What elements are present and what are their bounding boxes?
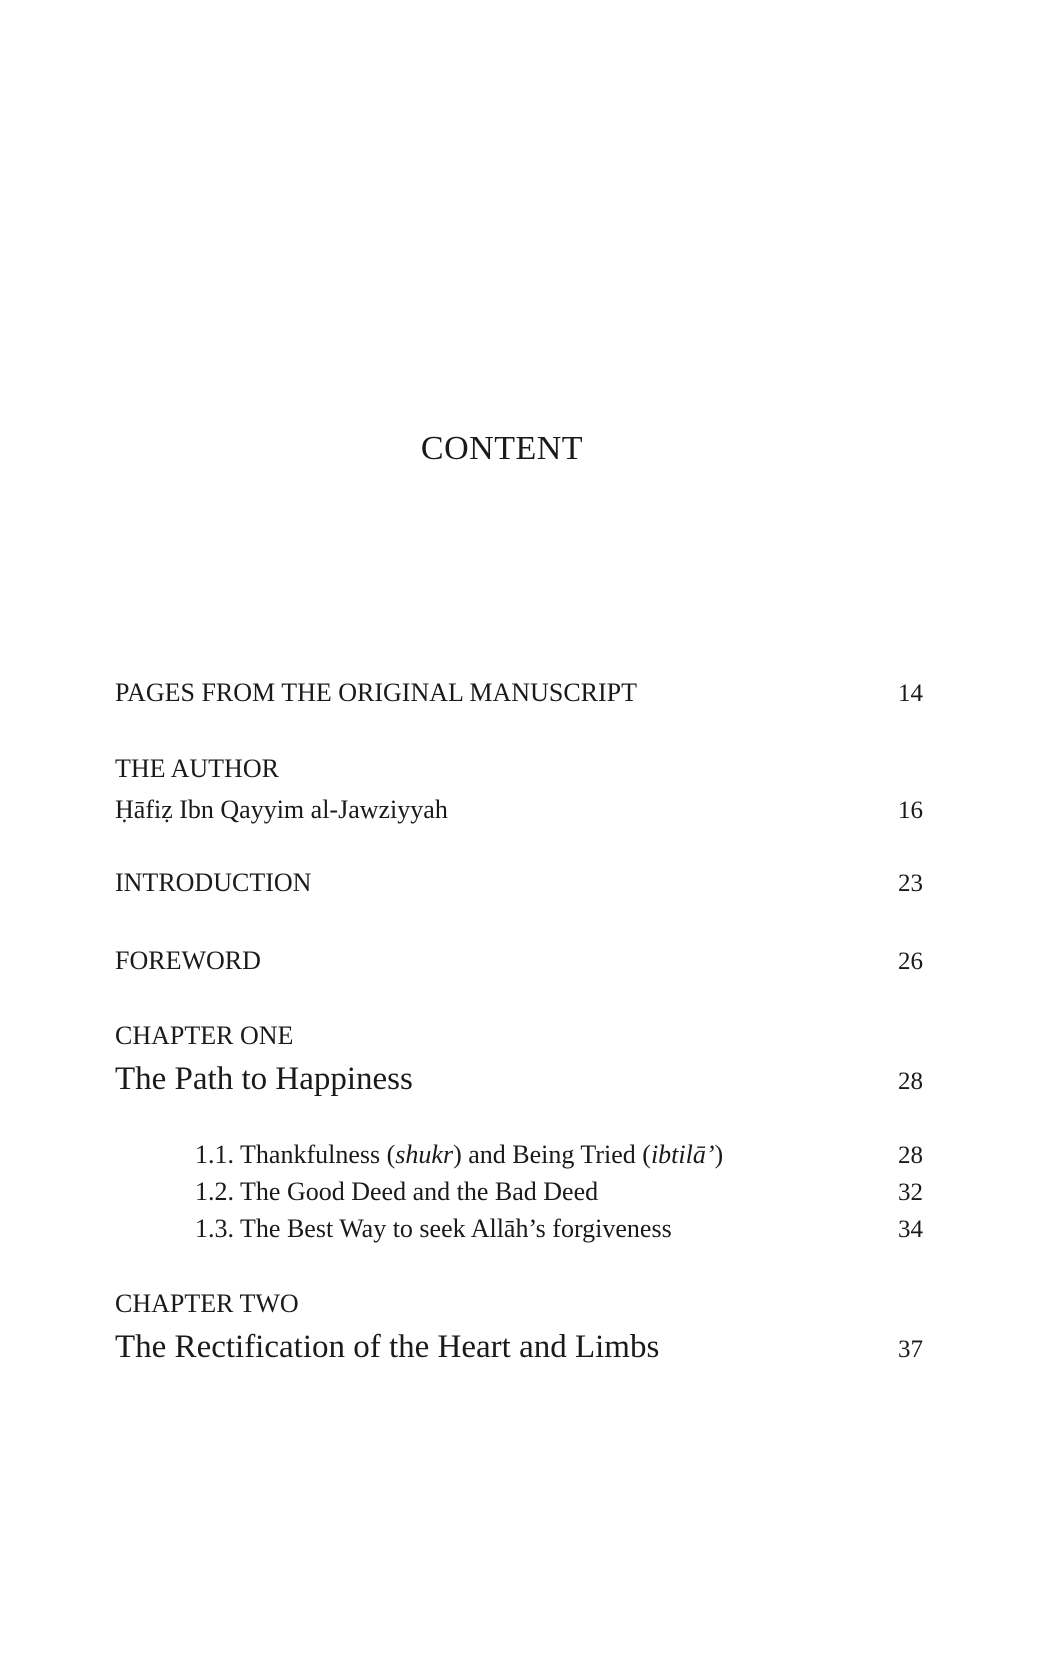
chapter-two-heading — [115, 1291, 925, 1317]
toc-section-1-1[interactable] — [115, 1142, 925, 1168]
section-text: ) — [714, 1140, 724, 1169]
toc-page-number: 23 — [898, 870, 923, 897]
section-text: ) and Being Tried ( — [453, 1140, 651, 1169]
toc-entry-chapter-two[interactable] — [115, 1331, 925, 1364]
toc-page-number: 32 — [898, 1179, 923, 1206]
toc-page-number: 26 — [898, 948, 923, 975]
section-term: ibtilā’ — [650, 1140, 715, 1169]
section-number: 1.1. — [195, 1140, 234, 1169]
section-text: The Good Deed and the Bad Deed — [240, 1177, 599, 1206]
toc-section-label — [115, 1142, 723, 1168]
toc-page-number: 28 — [898, 1068, 923, 1095]
toc-page-number: 34 — [898, 1216, 923, 1243]
toc-entry-author-heading — [115, 756, 925, 782]
toc-page-number: 37 — [898, 1336, 923, 1363]
toc-page-number: 14 — [898, 680, 923, 707]
toc-section-label — [115, 1216, 672, 1242]
toc-entry-manuscript[interactable] — [115, 680, 925, 708]
toc-page-number: 28 — [898, 1142, 923, 1169]
section-number: 1.3. — [195, 1214, 234, 1243]
section-number: 1.2. — [195, 1177, 234, 1206]
section-text: Thankfulness ( — [240, 1140, 396, 1169]
chapter-heading: CHAPTER TWO — [115, 1289, 299, 1318]
section-term: shukr — [395, 1140, 454, 1169]
toc-entry-foreword[interactable] — [115, 948, 925, 976]
toc-section-1-3[interactable] — [115, 1216, 925, 1242]
chapter-title: The Rectification of the Heart and Limbs — [115, 1329, 660, 1365]
chapter-heading: CHAPTER ONE — [115, 1021, 294, 1050]
toc-entry-author[interactable] — [115, 797, 925, 825]
toc-section-label — [115, 1179, 598, 1205]
toc-entry-label: FOREWORD — [115, 946, 261, 975]
toc-section-1-2[interactable] — [115, 1179, 925, 1205]
section-heading: THE AUTHOR — [115, 754, 279, 783]
toc-entry-label: INTRODUCTION — [115, 868, 312, 897]
toc-entry-introduction[interactable] — [115, 870, 925, 898]
section-text: The Best Way to seek Allāh’s forgiveness — [240, 1214, 672, 1243]
toc-entry-chapter-one[interactable] — [115, 1063, 925, 1096]
chapter-one-heading — [115, 1023, 925, 1049]
toc-entry-label: Ḥāfiẓ Ibn Qayyim al-Jawziyyah — [115, 795, 448, 824]
chapter-title: The Path to Happiness — [115, 1061, 413, 1097]
toc-entry-label: PAGES FROM THE ORIGINAL MANUSCRIPT — [115, 678, 638, 707]
page-title: CONTENT — [420, 430, 584, 467]
toc-page-number: 16 — [898, 797, 923, 824]
